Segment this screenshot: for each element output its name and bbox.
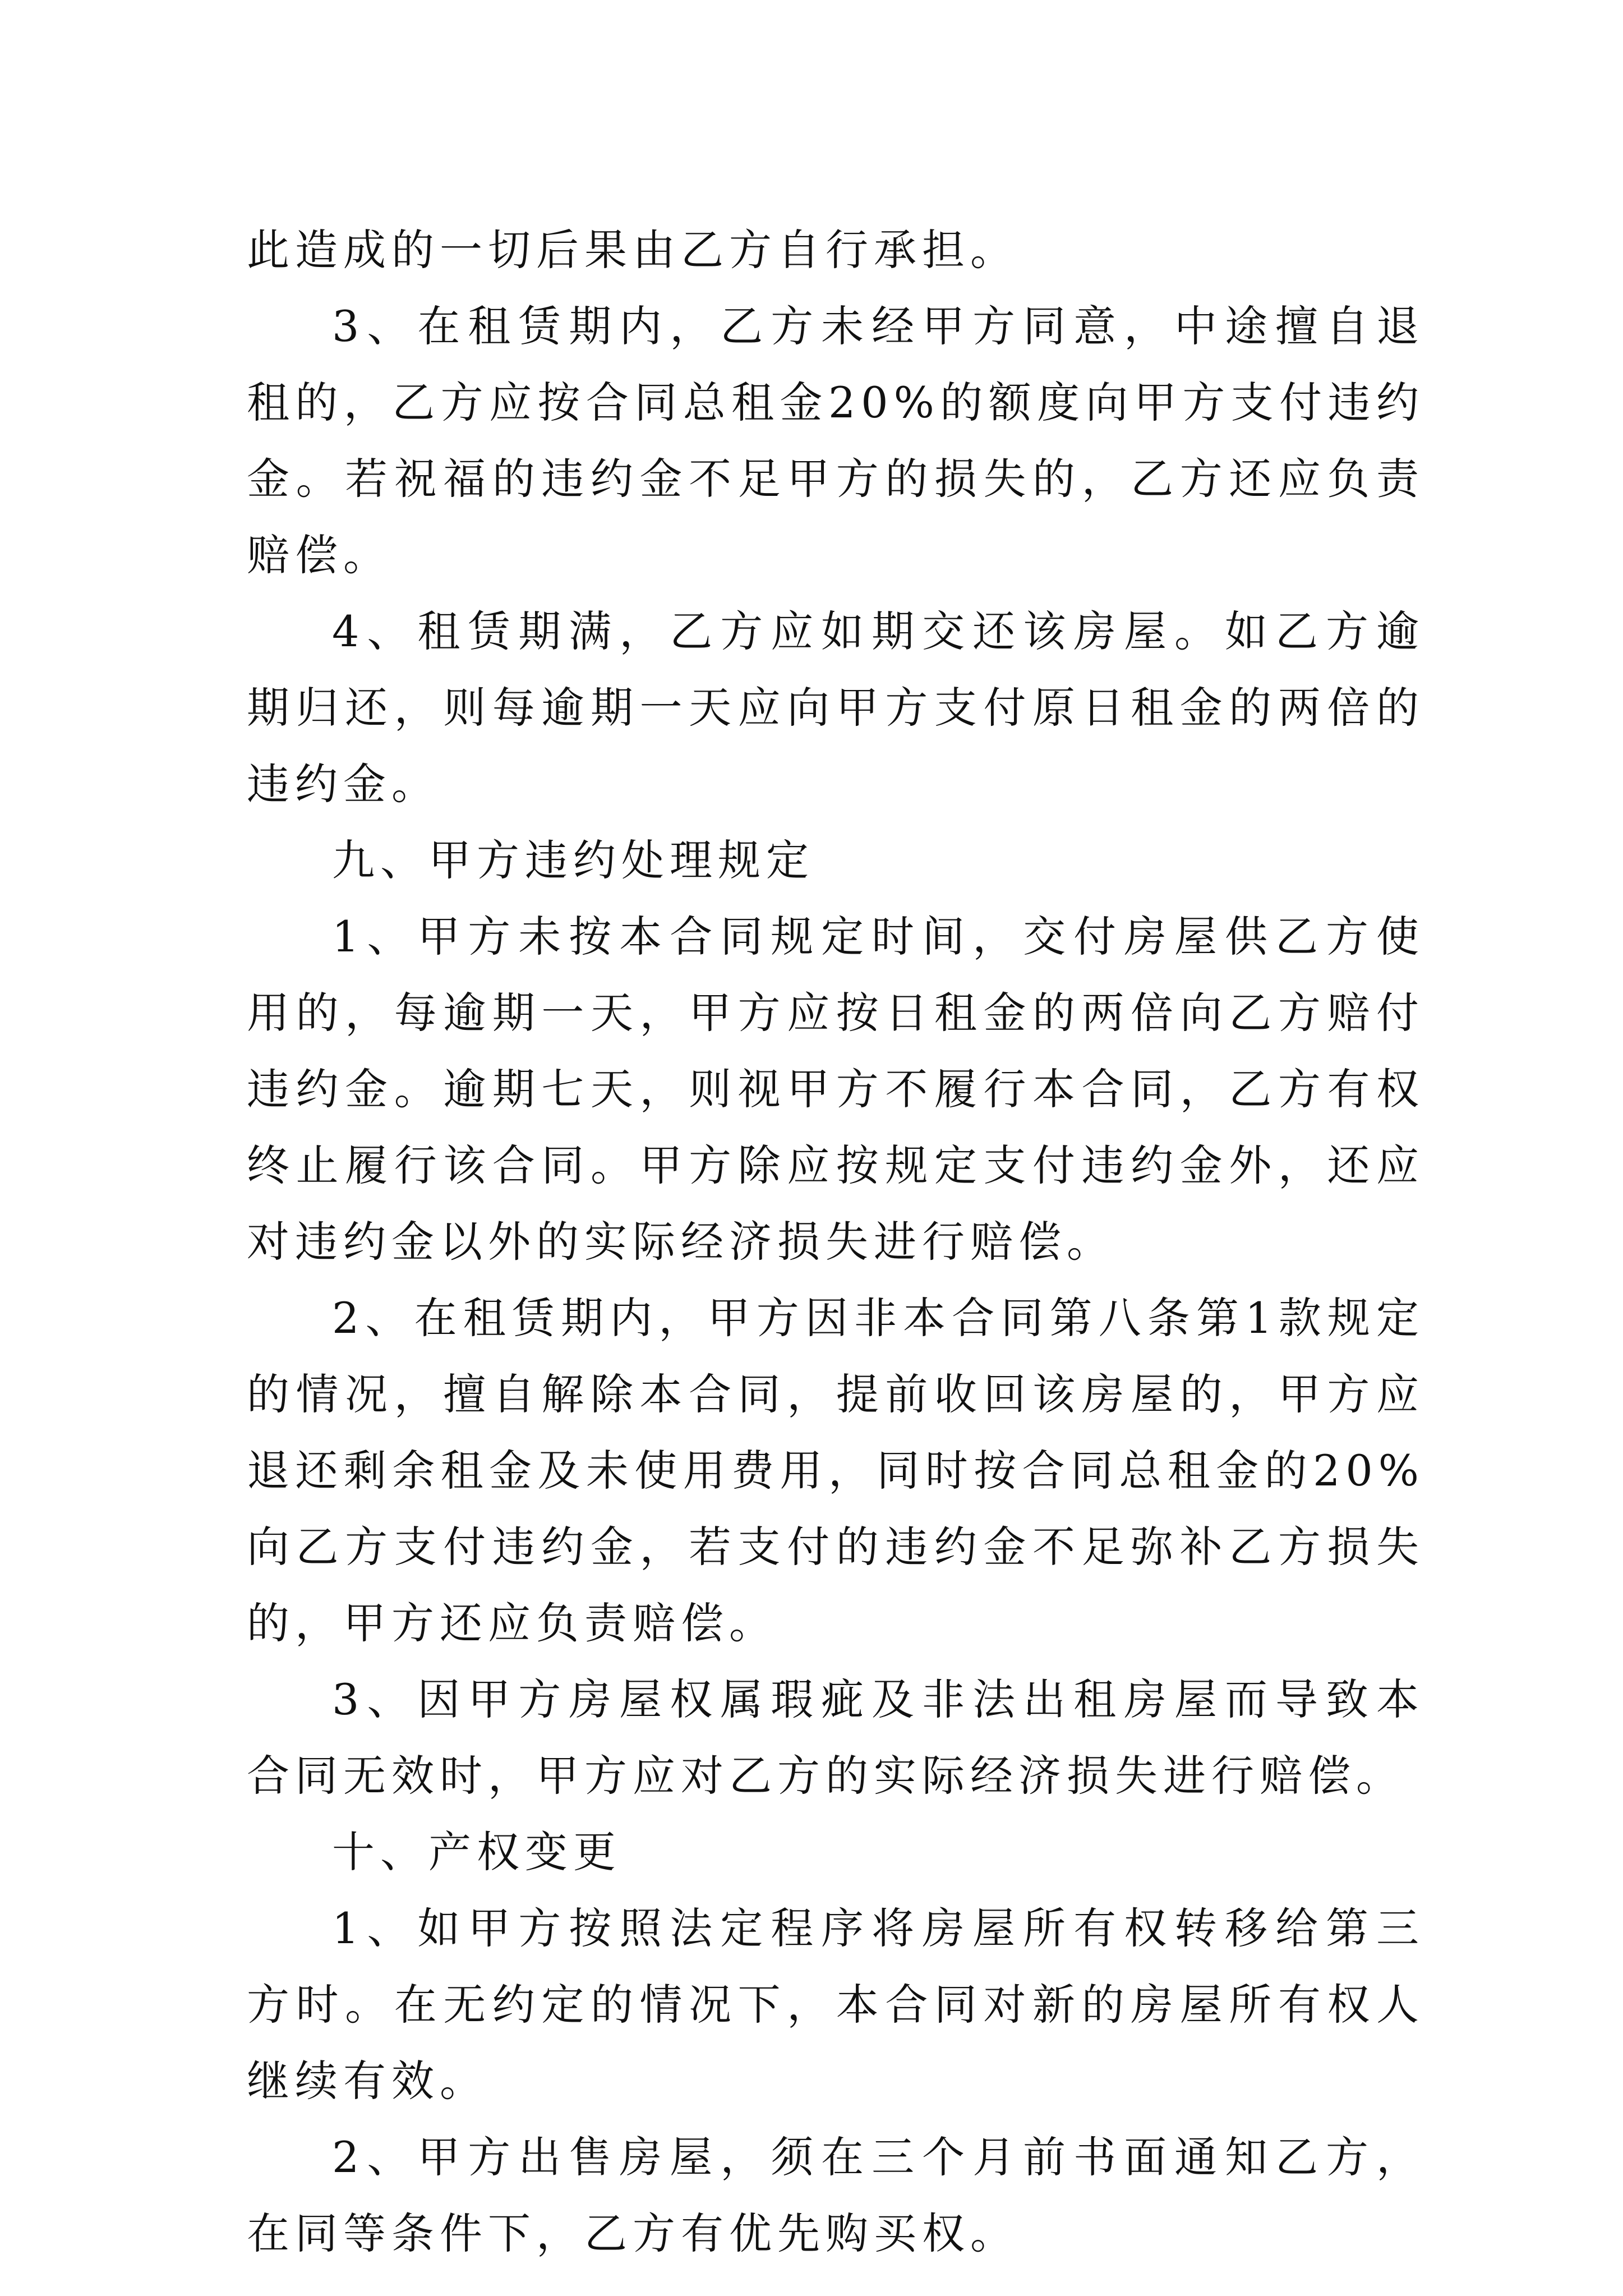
paragraph-clause-8-3: 3、在租赁期内，乙方未经甲方同意，中途擅自退租的，乙方应按合同总租金20%的额度向甲方支付违约金。若祝福的违约金不足甲方的损失的，乙方还应负责赔偿。 (247, 301, 1424, 580)
document-body (247, 212, 1424, 2272)
section-heading-10: 十、产权变更 (332, 1827, 621, 1877)
paragraph-clause-10-2: 2、甲方出售房屋，须在三个月前书面通知乙方，在同等条件下，乙方有优先购买权。 (247, 2132, 1424, 2258)
paragraph-clause-9-3: 3、因甲方房屋权属瑕疵及非法出租房屋而导致本合同无效时，甲方应对乙方的实际经济损失进行赔偿。 (247, 1674, 1424, 1801)
paragraph-clause-9-2: 2、在租赁期内，甲方因非本合同第八条第1款规定的情况，擅自解除本合同，提前收回该房屋的，甲方应退还剩余租金及未使用费用，同时按合同总租金的20%向乙方支付违约金，若支付的违约金不足弥补乙方损失的，甲方还应负责赔偿。 (247, 1293, 1424, 1648)
paragraph-clause-9-1: 1、甲方未按本合同规定时间，交付房屋供乙方使用的，每逾期一天，甲方应按日租金的两倍向乙方赔付违约金。逾期七天，则视甲方不履行本合同，乙方有权终止履行该合同。甲方除应按规定支付违约金外，还应对违约金以外的实际经济损失进行赔偿。 (247, 912, 1424, 1267)
section-heading-9: 九、甲方违约处理规定 (332, 835, 814, 885)
paragraph-continuation: 此造成的一切后果由乙方自行承担。 (247, 225, 1018, 275)
paragraph-clause-8-4: 4、租赁期满，乙方应如期交还该房屋。如乙方逾期归还，则每逾期一天应向甲方支付原日租金的两倍的违约金。 (247, 606, 1424, 809)
paragraph-clause-10-1: 1、如甲方按照法定程序将房屋所有权转移给第三方时。在无约定的情况下，本合同对新的房屋所有权人继续有效。 (247, 1903, 1424, 2106)
